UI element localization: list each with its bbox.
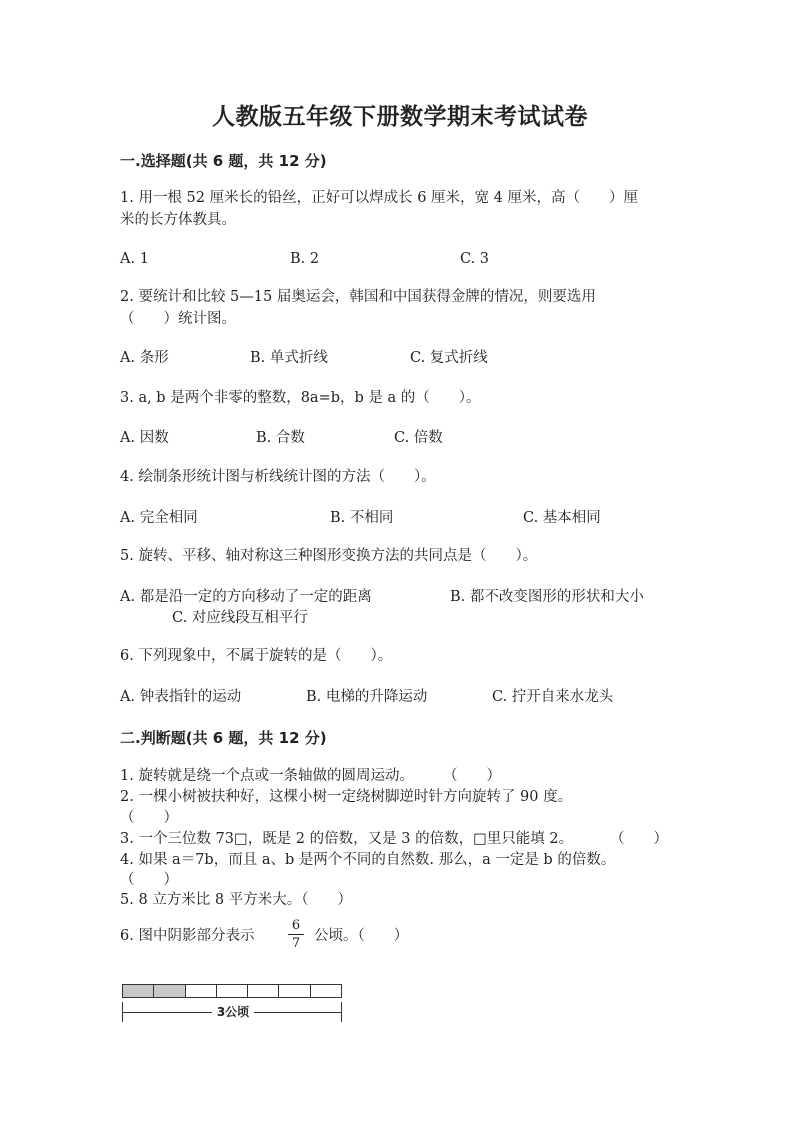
section-judge-header: 二.判断题(共 6 题，共 12 分) bbox=[120, 729, 327, 747]
judge-6-text-before: 6. 图中阴影部分表示 bbox=[120, 928, 255, 944]
question-5-option-a: A. 都是沿一定的方向移动了一定的距离 bbox=[120, 589, 372, 605]
bar-cell-shaded bbox=[154, 985, 185, 997]
fraction-bar-figure bbox=[122, 984, 342, 998]
question-5-option-b: B. 都不改变图形的形状和大小 bbox=[450, 589, 644, 605]
page-title: 人教版五年级下册数学期末考试试卷 bbox=[212, 104, 588, 130]
judge-3-paren: （ ） bbox=[610, 831, 668, 847]
question-6-line-1: 6. 下列现象中，不属于旋转的是（ ）。 bbox=[120, 648, 393, 664]
question-6-option-c: C. 拧开自来水龙头 bbox=[492, 689, 614, 705]
question-1-option-c: C. 3 bbox=[460, 251, 490, 267]
question-2-option-b: B. 单式折线 bbox=[250, 350, 328, 366]
question-1-option-a: A. 1 bbox=[120, 251, 149, 267]
question-2-option-c: C. 复式折线 bbox=[410, 350, 488, 366]
judge-2-line-2: （ ） bbox=[120, 810, 178, 826]
question-3-line-1: 3. a, b 是两个非零的整数，8a=b，b 是 a 的（ ）。 bbox=[120, 390, 481, 406]
judge-3-text: 3. 一个三位数 73□，既是 2 的倍数，又是 3 的倍数，□里只能填 2。 bbox=[120, 831, 574, 847]
question-3-option-a: A. 因数 bbox=[120, 430, 169, 446]
judge-6-text-after: 公顷。（ ） bbox=[314, 928, 409, 944]
question-2-line-2: （ ）统计图。 bbox=[120, 311, 236, 327]
fraction-numerator: 6 bbox=[288, 918, 304, 935]
bar-cell bbox=[248, 985, 279, 997]
question-2-line-1: 2. 要统计和比较 5—15 届奥运会，韩国和中国获得金牌的情况，则要选用 bbox=[120, 289, 596, 305]
bar-cell-shaded bbox=[123, 985, 154, 997]
measure-bracket bbox=[122, 1002, 342, 1022]
question-1-option-b: B. 2 bbox=[290, 251, 320, 267]
judge-4-line-2: （ ） bbox=[120, 872, 178, 888]
judge-6-fraction bbox=[288, 918, 304, 951]
question-4-option-c: C. 基本相同 bbox=[523, 510, 601, 526]
question-5-line-1: 5. 旋转、平移、轴对称这三种图形变换方法的共同点是（ ）。 bbox=[120, 548, 538, 564]
section-choice-header: 一.选择题(共 6 题，共 12 分) bbox=[120, 152, 327, 170]
fraction-denominator: 7 bbox=[291, 936, 301, 951]
measure-right-tick bbox=[341, 1002, 342, 1022]
question-4-option-a: A. 完全相同 bbox=[120, 510, 198, 526]
question-3-option-c: C. 倍数 bbox=[394, 430, 443, 446]
bar-cell bbox=[217, 985, 248, 997]
question-3-option-b: B. 合数 bbox=[256, 430, 305, 446]
bar-cell bbox=[186, 985, 217, 997]
question-4-option-b: B. 不相同 bbox=[330, 510, 394, 526]
question-6-option-b: B. 电梯的升降运动 bbox=[306, 689, 428, 705]
bar-cell bbox=[279, 985, 310, 997]
measure-label: 3公顷 bbox=[212, 1003, 254, 1021]
judge-4-line-1: 4. 如果 a＝7b，而且 a、b 是两个不同的自然数. 那么，a 一定是 b 的倍数。 bbox=[120, 852, 616, 868]
judge-1: 1. 旋转就是绕一个点或一条轴做的圆周运动。 （ ） bbox=[120, 768, 501, 784]
question-1-line-2: 米的长方体教具。 bbox=[120, 212, 236, 228]
question-4-line-1: 4. 绘制条形统计图与析线统计图的方法（ ）。 bbox=[120, 469, 436, 485]
question-1-line-1: 1. 用一根 52 厘米长的铅丝，正好可以焊成长 6 厘米，宽 4 厘米，高（ ）厘 bbox=[120, 190, 638, 206]
bar-cell bbox=[311, 985, 341, 997]
question-5-option-c: C. 对应线段互相平行 bbox=[172, 610, 308, 626]
question-2-option-a: A. 条形 bbox=[120, 350, 169, 366]
judge-2-line-1: 2. 一棵小树被扶种好，这棵小树一定绕树脚逆时针方向旋转了 90 度。 bbox=[120, 789, 573, 805]
question-6-option-a: A. 钟表指针的运动 bbox=[120, 689, 242, 705]
judge-5: 5. 8 立方米比 8 平方米大。（ ） bbox=[120, 892, 352, 908]
